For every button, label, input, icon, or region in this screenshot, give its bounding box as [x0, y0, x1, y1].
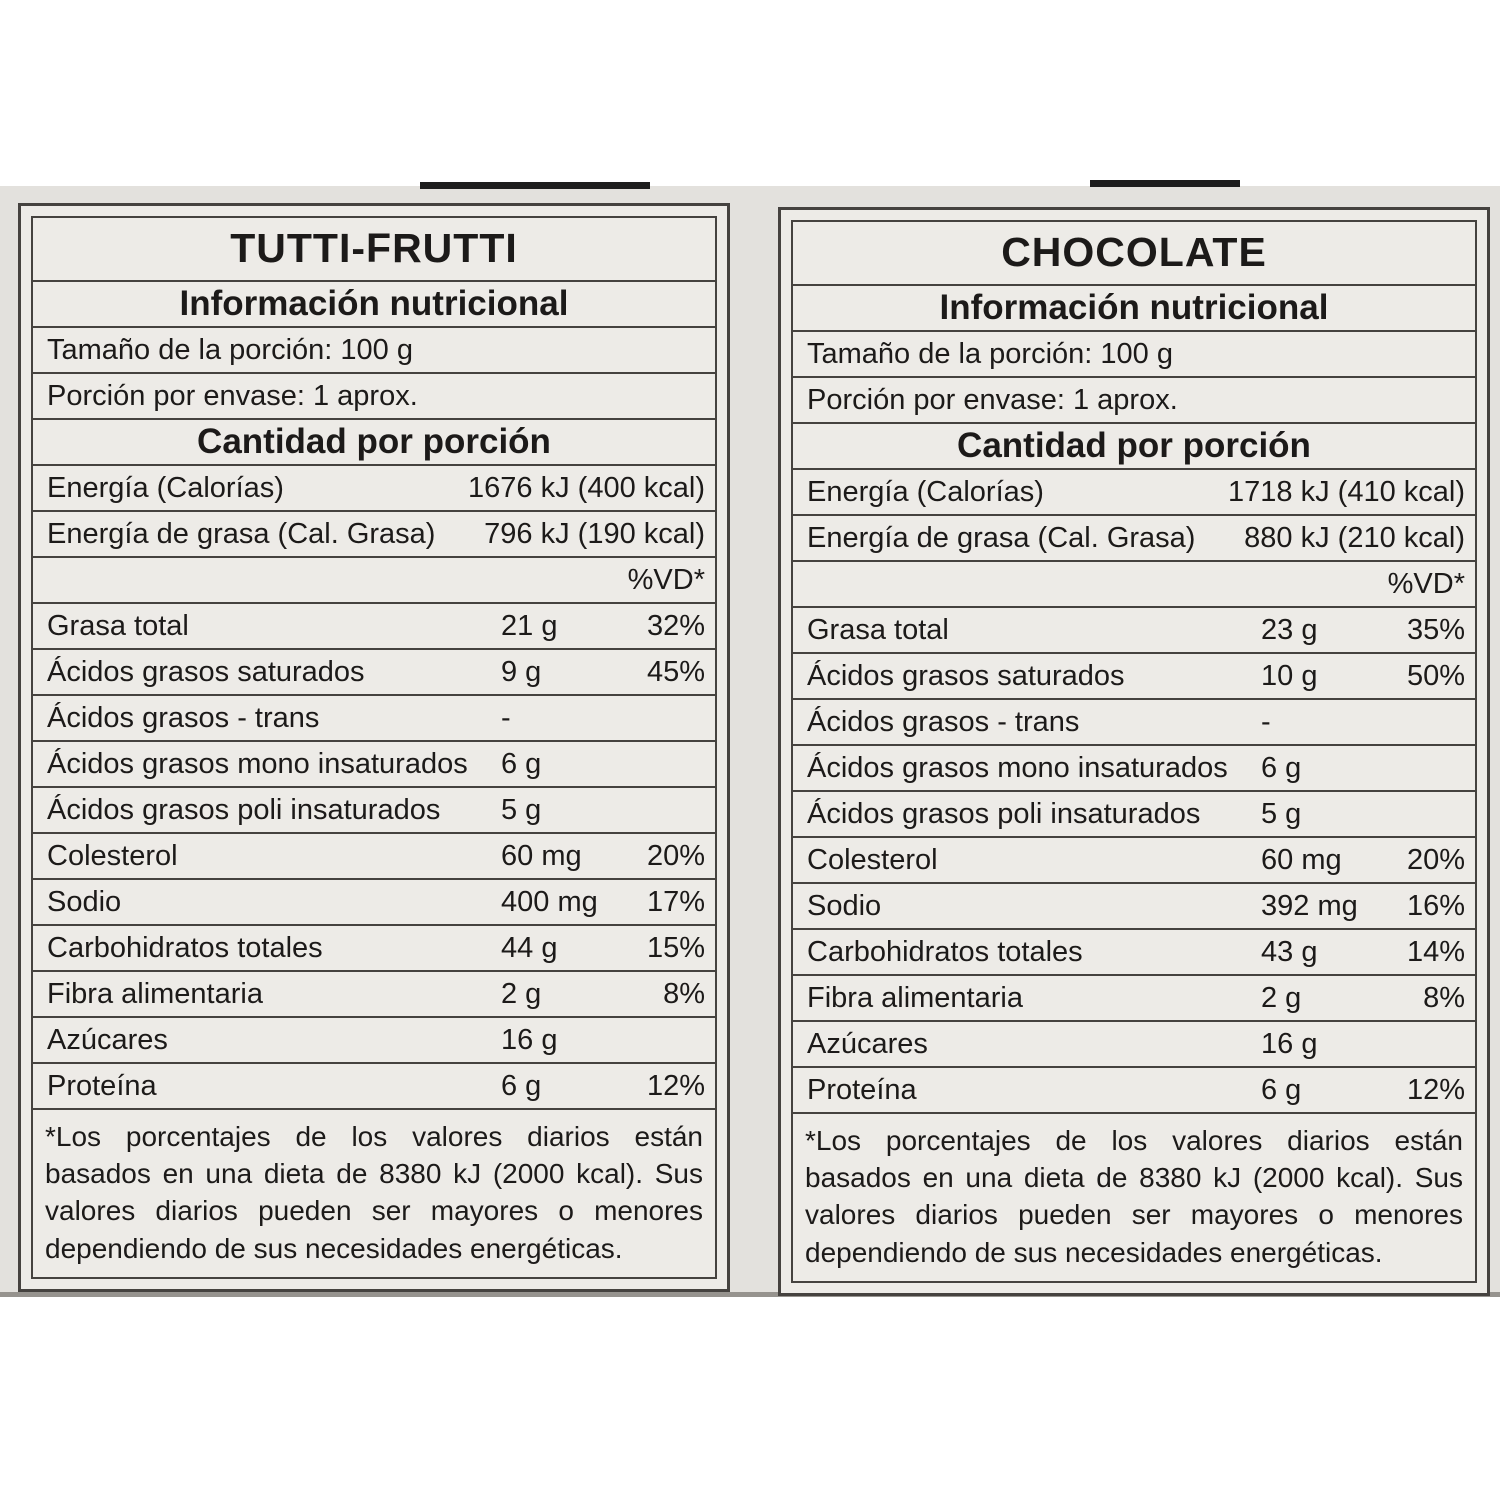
nutrient-name: Energía de grasa (Cal. Grasa) [807, 521, 1196, 554]
nutrient-row [33, 1064, 715, 1110]
nutrient-value: 16 g [1261, 1027, 1318, 1060]
nutrient-name: Ácidos grasos saturados [807, 659, 1125, 692]
nutrient-dv: 16% [1406, 889, 1465, 922]
section-header-info: Información nutricional [33, 282, 715, 328]
nutrient-dv: 50% [1406, 659, 1465, 692]
serving-size-row: Tamaño de la porción: 100 g [33, 328, 715, 374]
nutrient-name: Fibra alimentaria [47, 977, 263, 1010]
nutrient-row [33, 926, 715, 972]
nutrient-dv: 20% [1406, 843, 1465, 876]
nutrient-value: - [501, 701, 511, 734]
nutrition-label-chocolate [778, 207, 1490, 1296]
nutrient-value: 43 g [1261, 935, 1318, 968]
nutrient-name: Carbohidratos totales [807, 935, 1083, 968]
nutrient-name: Proteína [47, 1069, 157, 1102]
nutrient-value: 2 g [1261, 981, 1302, 1014]
daily-value-header-row [793, 562, 1475, 608]
nutrient-dv: 45% [646, 655, 705, 688]
nutrient-row [33, 650, 715, 696]
nutrient-name: Ácidos grasos poli insaturados [47, 793, 441, 826]
nutrient-row [33, 742, 715, 788]
nutrient-name: Energía de grasa (Cal. Grasa) [47, 517, 436, 550]
flavor-title-text: TUTTI-FRUTTI [230, 225, 518, 272]
nutrient-row [793, 930, 1475, 976]
daily-value-header: %VD* [1387, 567, 1465, 600]
daily-value-header-row [33, 558, 715, 604]
nutrient-name: Colesterol [807, 843, 938, 876]
photo-edge-artifact [1090, 180, 1240, 187]
nutrient-value: 16 g [501, 1023, 558, 1056]
nutrient-dv: 14% [1406, 935, 1465, 968]
flavor-title-text: CHOCOLATE [1001, 229, 1267, 276]
daily-value-header: %VD* [627, 563, 705, 596]
nutrient-dv: 35% [1406, 613, 1465, 646]
label-photo-background [0, 186, 1500, 1297]
energy-fat-row [793, 516, 1475, 562]
nutrient-dv: 8% [1423, 981, 1465, 1014]
nutrient-row [793, 1068, 1475, 1114]
nutrient-value: 880 kJ (210 kcal) [1244, 521, 1465, 554]
energy-row [793, 470, 1475, 516]
nutrient-name: Energía (Calorías) [807, 475, 1044, 508]
servings-per-pack-row: Porción por envase: 1 aprox. [793, 378, 1475, 424]
nutrient-row [793, 746, 1475, 792]
nutrient-row [33, 1018, 715, 1064]
nutrient-row [33, 834, 715, 880]
nutrient-value: 6 g [1261, 751, 1302, 784]
nutrient-value: 1676 kJ (400 kcal) [468, 471, 705, 504]
nutrient-name: Colesterol [47, 839, 178, 872]
daily-value-footnote: *Los porcentajes de los valores diarios están basados en una dieta de 8380 kJ (2000 kcal). Sus valores diarios pueden ser mayores o menores dependiendo de sus necesidades energéticas. [45, 1121, 703, 1264]
nutrient-name: Ácidos grasos poli insaturados [807, 797, 1201, 830]
nutrient-row [33, 604, 715, 650]
nutrient-row [793, 884, 1475, 930]
nutrient-value: 60 mg [1261, 843, 1342, 876]
nutrient-name: Grasa total [807, 613, 949, 646]
nutrient-value: 9 g [501, 655, 542, 688]
nutrient-dv: 12% [1406, 1073, 1465, 1106]
nutrient-name: Fibra alimentaria [807, 981, 1023, 1014]
nutrient-value: 10 g [1261, 659, 1318, 692]
nutrient-row [793, 976, 1475, 1022]
nutrient-value: 392 mg [1261, 889, 1358, 922]
nutrition-table [31, 216, 717, 1279]
nutrient-name: Azúcares [47, 1023, 168, 1056]
nutrient-dv: 17% [646, 885, 705, 918]
nutrient-row [33, 696, 715, 742]
nutrient-dv: 8% [663, 977, 705, 1010]
nutrient-value: 6 g [1261, 1073, 1302, 1106]
nutrition-table [791, 220, 1477, 1283]
nutrient-value: 23 g [1261, 613, 1318, 646]
nutrition-label-tutti-frutti [18, 203, 730, 1292]
nutrient-value: 60 mg [501, 839, 582, 872]
nutrient-value: 21 g [501, 609, 558, 642]
nutrient-name: Ácidos grasos mono insaturados [807, 751, 1228, 784]
nutrient-name: Proteína [807, 1073, 917, 1106]
section-header-amount: Cantidad por porción [793, 424, 1475, 470]
nutrient-row [33, 880, 715, 926]
nutrient-name: Energía (Calorías) [47, 471, 284, 504]
nutrient-name: Sodio [47, 885, 122, 918]
flavor-title [793, 222, 1475, 286]
nutrient-dv: 15% [646, 931, 705, 964]
nutrient-value: 796 kJ (190 kcal) [484, 517, 705, 550]
nutrient-dv: 32% [646, 609, 705, 642]
energy-fat-row [33, 512, 715, 558]
servings-per-pack-row: Porción por envase: 1 aprox. [33, 374, 715, 420]
nutrient-row [793, 700, 1475, 746]
nutrient-row [793, 654, 1475, 700]
nutrient-name: Grasa total [47, 609, 189, 642]
energy-row [33, 466, 715, 512]
nutrient-name: Ácidos grasos - trans [47, 701, 320, 734]
nutrient-value: 5 g [501, 793, 542, 826]
nutrient-value: - [1261, 705, 1271, 738]
nutrient-dv: 12% [646, 1069, 705, 1102]
nutrient-row [793, 838, 1475, 884]
nutrient-name: Carbohidratos totales [47, 931, 323, 964]
nutrient-value: 400 mg [501, 885, 598, 918]
nutrient-name: Ácidos grasos mono insaturados [47, 747, 468, 780]
daily-value-footnote: *Los porcentajes de los valores diarios están basados en una dieta de 8380 kJ (2000 kcal). Sus valores diarios pueden ser mayores o menores dependiendo de sus necesidades energéticas. [805, 1125, 1463, 1268]
nutrient-value: 1718 kJ (410 kcal) [1228, 475, 1465, 508]
nutrient-dv: 20% [646, 839, 705, 872]
section-header-info: Información nutricional [793, 286, 1475, 332]
nutrient-value: 6 g [501, 747, 542, 780]
nutrient-value: 6 g [501, 1069, 542, 1102]
section-header-amount: Cantidad por porción [33, 420, 715, 466]
serving-size-row: Tamaño de la porción: 100 g [793, 332, 1475, 378]
nutrient-name: Azúcares [807, 1027, 928, 1060]
nutrient-row [793, 608, 1475, 654]
nutrient-row [33, 972, 715, 1018]
flavor-title [33, 218, 715, 282]
nutrient-row [793, 792, 1475, 838]
nutrient-value: 5 g [1261, 797, 1302, 830]
nutrient-value: 44 g [501, 931, 558, 964]
nutrient-row [33, 788, 715, 834]
nutrient-name: Ácidos grasos saturados [47, 655, 365, 688]
nutrient-name: Sodio [807, 889, 882, 922]
nutrient-row [793, 1022, 1475, 1068]
nutrient-name: Ácidos grasos - trans [807, 705, 1080, 738]
photo-edge-artifact [420, 182, 650, 189]
nutrient-value: 2 g [501, 977, 542, 1010]
